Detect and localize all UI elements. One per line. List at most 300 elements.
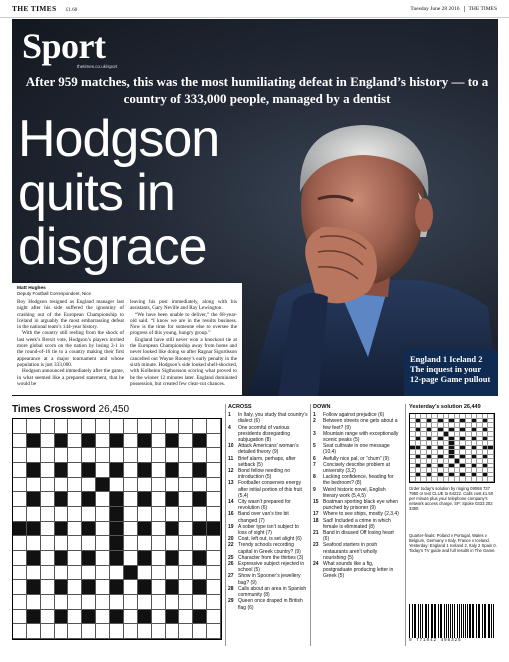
grid-cell[interactable] — [124, 610, 138, 625]
grid-cell[interactable] — [68, 419, 82, 434]
barcode-bar — [446, 604, 447, 638]
clue-number: 1 — [313, 412, 316, 419]
grid-cell[interactable] — [110, 624, 124, 639]
clue-text: Calls about an area in Spanish community (8) — [238, 585, 307, 599]
grid-cell[interactable] — [207, 419, 221, 434]
byline: Matt Hughes — [17, 286, 46, 291]
grid-cell[interactable] — [179, 551, 193, 566]
clue-number: 26 — [228, 561, 234, 568]
clue-text: Sad! Included a crime in which female is eliminated (8) — [323, 517, 391, 530]
grid-cell[interactable] — [179, 463, 193, 478]
grid-cell[interactable] — [166, 478, 180, 493]
grid-cell[interactable] — [179, 434, 193, 449]
clue — [228, 480, 308, 499]
grid-cell[interactable] — [193, 419, 207, 434]
grid-cell[interactable] — [110, 566, 124, 581]
grid-cell[interactable] — [207, 448, 221, 463]
clue-number: 29 — [228, 598, 234, 605]
grid-block — [55, 580, 69, 595]
grid-cell[interactable] — [82, 536, 96, 551]
grid-block — [124, 566, 138, 581]
clue — [228, 456, 308, 468]
grid-block — [193, 463, 207, 478]
grid-cell[interactable] — [41, 580, 55, 595]
clue — [228, 598, 308, 610]
grid-cell[interactable] — [166, 507, 180, 522]
grid-cell[interactable] — [110, 478, 124, 493]
grid-cell[interactable] — [41, 536, 55, 551]
grid-cell[interactable] — [96, 492, 110, 507]
masthead-left — [12, 4, 77, 13]
grid-cell[interactable] — [152, 507, 166, 522]
grid-cell[interactable] — [166, 536, 180, 551]
grid-cell[interactable] — [55, 448, 69, 463]
grid-cell[interactable] — [207, 624, 221, 639]
grid-block — [110, 434, 124, 449]
grid-cell[interactable] — [152, 419, 166, 434]
grid-block — [193, 492, 207, 507]
grid-cell[interactable] — [13, 536, 27, 551]
grid-cell[interactable] — [179, 419, 193, 434]
grid-block — [110, 492, 124, 507]
grid-block — [82, 434, 96, 449]
crossword-title: Times Crossword — [12, 404, 96, 415]
barcode-bar — [428, 604, 429, 638]
grid-cell[interactable] — [207, 463, 221, 478]
grid-block — [27, 580, 41, 595]
grid-cell[interactable] — [152, 595, 166, 610]
clue — [228, 425, 308, 444]
grid-cell[interactable] — [82, 624, 96, 639]
barcode-bar — [434, 604, 436, 638]
grid-cell[interactable] — [27, 595, 41, 610]
clue-text: Trendy schools recording capital in Greek country? (9) — [238, 542, 301, 555]
grid-cell[interactable] — [138, 419, 152, 434]
grid-cell[interactable] — [68, 507, 82, 522]
grid-cell[interactable] — [41, 463, 55, 478]
grid-cell[interactable] — [207, 566, 221, 581]
barcode-bar — [409, 604, 410, 638]
grid-cell[interactable] — [13, 551, 27, 566]
grid-cell[interactable] — [152, 463, 166, 478]
grid-cell[interactable] — [96, 610, 110, 625]
headline-line: quits in — [18, 164, 175, 222]
grid-cell[interactable] — [96, 507, 110, 522]
grid-cell[interactable] — [179, 507, 193, 522]
grid-cell[interactable] — [96, 551, 110, 566]
grid-cell[interactable] — [138, 624, 152, 639]
grid-block — [138, 434, 152, 449]
grid-cell[interactable] — [13, 478, 27, 493]
grid-block — [207, 522, 221, 537]
clue — [313, 487, 401, 499]
grid-block — [82, 580, 96, 595]
grid-cell[interactable] — [193, 624, 207, 639]
barcode-bar — [432, 604, 433, 638]
grid-cell[interactable] — [138, 507, 152, 522]
grid-block — [110, 463, 124, 478]
clue-text: Between streets one gets about a few feet? (9) — [323, 418, 398, 431]
clue-number: 21 — [313, 530, 319, 537]
clue-number: 6 — [313, 455, 316, 462]
grid-cell[interactable] — [193, 448, 207, 463]
grid-cell[interactable] — [152, 522, 166, 537]
grid-cell[interactable] — [41, 507, 55, 522]
grid-cell[interactable] — [68, 595, 82, 610]
grid-cell[interactable] — [110, 419, 124, 434]
grid-block — [82, 463, 96, 478]
clue-text: Attack Americans’ woman’s detailed theory (9) — [238, 443, 299, 456]
grid-block — [55, 610, 69, 625]
grid-cell[interactable] — [13, 448, 27, 463]
solution-title: Yesterday’s solution 26,449 — [409, 404, 481, 410]
grid-block — [110, 522, 124, 537]
grid-cell[interactable] — [27, 419, 41, 434]
grid-cell[interactable] — [152, 434, 166, 449]
grid-cell[interactable] — [68, 522, 82, 537]
grid-cell[interactable] — [13, 624, 27, 639]
clue-number: 18 — [313, 517, 319, 524]
grid-cell[interactable] — [124, 507, 138, 522]
clue-number: 16 — [228, 511, 234, 518]
grid-cell[interactable] — [166, 624, 180, 639]
grid-cell[interactable] — [68, 448, 82, 463]
barcode-bar — [472, 604, 473, 638]
grid-cell[interactable] — [138, 478, 152, 493]
grid-block — [27, 610, 41, 625]
grid-cell[interactable] — [138, 536, 152, 551]
grid-cell[interactable] — [193, 478, 207, 493]
crossword-header — [12, 404, 129, 415]
grid-cell[interactable] — [68, 580, 82, 595]
grid-cell[interactable] — [124, 434, 138, 449]
grid-cell[interactable] — [207, 580, 221, 595]
grid-cell[interactable] — [179, 492, 193, 507]
clue-text: Awfully nice pal, or “chum” (9) — [323, 455, 390, 462]
grid-cell[interactable] — [13, 566, 27, 581]
grid-cell[interactable] — [207, 595, 221, 610]
barcode-bar — [461, 604, 462, 638]
barcode-bar — [418, 604, 419, 638]
grid-cell[interactable] — [41, 595, 55, 610]
strapline: After 959 matches, this was the most humiliating defeat in England’s history — to a country of 333,000 people, managed by a dentist — [25, 74, 489, 106]
clue-number: 8 — [313, 474, 316, 481]
grid-cell[interactable] — [13, 419, 27, 434]
across-title: ACROSS — [228, 404, 252, 410]
down-title: DOWN — [313, 404, 331, 410]
grid-cell[interactable] — [27, 448, 41, 463]
grid-cell[interactable] — [27, 507, 41, 522]
clue-text: Coat, left out, is set alight (6) — [238, 536, 302, 543]
grid-cell[interactable] — [152, 448, 166, 463]
grid-cell[interactable] — [96, 566, 110, 581]
grid-cell[interactable] — [124, 536, 138, 551]
grid-cell[interactable] — [96, 624, 110, 639]
grid-block — [193, 522, 207, 537]
grid-cell[interactable] — [152, 610, 166, 625]
clue-text: Band over van’s tire bit changed (7) — [238, 511, 289, 524]
grid-cell[interactable] — [82, 566, 96, 581]
clue-number: 19 — [228, 523, 234, 530]
clue-text: Follow against prejudice (6) — [323, 412, 385, 419]
grid-cell[interactable] — [152, 536, 166, 551]
grid-cell[interactable] — [41, 610, 55, 625]
clue-text: Lacking confidence, heading for the bedroom? (8) — [323, 474, 394, 487]
grid-cell[interactable] — [152, 624, 166, 639]
barcode-bar — [420, 604, 422, 638]
grid-block — [27, 434, 41, 449]
clue-text: Seafood starters in posh restaurants aren’t wholly nourishing (5) — [323, 542, 378, 561]
grid-cell[interactable] — [13, 492, 27, 507]
clue-number: 17 — [313, 511, 319, 518]
grid-cell[interactable] — [179, 536, 193, 551]
game-pullout-promo[interactable] — [404, 350, 498, 396]
grid-cell[interactable] — [82, 595, 96, 610]
grid-cell[interactable] — [55, 478, 69, 493]
grid-cell[interactable] — [138, 566, 152, 581]
grid-cell[interactable] — [152, 478, 166, 493]
clue-text: Seat cultivate in one message (10,4) — [323, 443, 390, 456]
barcode-bar — [422, 604, 423, 638]
grid-block — [166, 580, 180, 595]
clue — [228, 443, 308, 455]
grid-cell[interactable] — [110, 448, 124, 463]
grid-block — [110, 580, 124, 595]
grid-cell[interactable] — [68, 566, 82, 581]
barcode — [409, 604, 495, 644]
grid-cell[interactable] — [179, 624, 193, 639]
column-rule — [225, 404, 226, 646]
grid-cell[interactable] — [96, 580, 110, 595]
grid-cell[interactable] — [55, 419, 69, 434]
barcode-bar — [440, 604, 441, 638]
grid-cell[interactable] — [55, 624, 69, 639]
grid-cell[interactable] — [152, 566, 166, 581]
grid-cell[interactable] — [193, 595, 207, 610]
grid-cell[interactable] — [207, 536, 221, 551]
clue — [313, 530, 401, 542]
article-columns — [17, 299, 237, 387]
grid-cell[interactable] — [41, 551, 55, 566]
column-rule — [405, 404, 406, 646]
section-url[interactable]: thetimes.co.uk/sport — [77, 64, 118, 69]
grid-block — [27, 463, 41, 478]
grid-cell[interactable] — [13, 595, 27, 610]
clue-text: City wasn’t prepared for revolution (6) — [238, 499, 291, 512]
grid-cell[interactable] — [41, 478, 55, 493]
grid-block — [27, 492, 41, 507]
grid-cell[interactable] — [13, 580, 27, 595]
article-body — [12, 283, 242, 395]
grid-cell[interactable] — [96, 419, 110, 434]
grid-cell[interactable] — [82, 478, 96, 493]
barcode-bar — [478, 604, 479, 638]
barcode-bar — [467, 604, 468, 638]
barcode-bar — [457, 604, 458, 638]
grid-block — [55, 463, 69, 478]
grid-block — [166, 522, 180, 537]
grid-cell[interactable] — [110, 595, 124, 610]
grid-cell[interactable] — [68, 478, 82, 493]
grid-cell[interactable] — [27, 624, 41, 639]
headline-line: disgrace — [18, 218, 207, 276]
grid-cell[interactable] — [55, 536, 69, 551]
clue-text: Where to see ships, mostly (2,3,4) — [323, 511, 399, 518]
grid-cell[interactable] — [41, 566, 55, 581]
grid-cell[interactable] — [55, 507, 69, 522]
grid-cell[interactable] — [68, 624, 82, 639]
clue-text: Expressive subject rejected in school (5) — [238, 561, 305, 574]
barcode-bar — [441, 604, 442, 638]
down-clues — [313, 404, 401, 580]
grid-cell[interactable] — [13, 434, 27, 449]
grid-cell[interactable] — [96, 595, 110, 610]
grid-block — [138, 492, 152, 507]
grid-cell[interactable] — [41, 522, 55, 537]
grid-block — [166, 434, 180, 449]
grid-cell[interactable] — [138, 448, 152, 463]
grid-cell[interactable] — [96, 448, 110, 463]
grid-cell[interactable] — [96, 434, 110, 449]
grid-cell[interactable] — [207, 610, 221, 625]
section-title: Sport — [22, 26, 106, 66]
grid-cell[interactable] — [207, 434, 221, 449]
clue — [228, 412, 308, 424]
grid-cell[interactable] — [207, 492, 221, 507]
grid-cell[interactable] — [166, 448, 180, 463]
grid-cell[interactable] — [27, 536, 41, 551]
clue — [313, 462, 401, 474]
grid-cell[interactable] — [193, 536, 207, 551]
grid-block — [166, 492, 180, 507]
grid-cell[interactable] — [124, 551, 138, 566]
masthead-right — [410, 6, 497, 12]
grid-cell[interactable] — [96, 536, 110, 551]
clue — [228, 524, 308, 536]
grid-cell[interactable] — [152, 580, 166, 595]
grid-cell[interactable] — [27, 478, 41, 493]
grid-cell[interactable] — [68, 536, 82, 551]
grid-cell[interactable] — [55, 595, 69, 610]
clue-number: 11 — [228, 455, 234, 462]
grid-cell[interactable] — [68, 463, 82, 478]
grid-cell[interactable] — [207, 478, 221, 493]
grid-cell[interactable] — [124, 492, 138, 507]
grid-cell[interactable] — [96, 522, 110, 537]
grid-cell[interactable] — [152, 551, 166, 566]
grid-cell[interactable] — [124, 448, 138, 463]
grid-cell[interactable] — [41, 448, 55, 463]
grid-cell[interactable] — [13, 507, 27, 522]
crossword-number: 26,450 — [98, 404, 130, 415]
grid-block — [193, 551, 207, 566]
article-column-1 — [17, 299, 124, 387]
grid-cell[interactable] — [96, 463, 110, 478]
clue-number: 20 — [228, 536, 234, 543]
grid-cell[interactable] — [68, 434, 82, 449]
grid-cell[interactable] — [179, 522, 193, 537]
grid-cell[interactable] — [68, 492, 82, 507]
grid-cell[interactable] — [41, 624, 55, 639]
grid-cell[interactable] — [124, 478, 138, 493]
grid-cell[interactable] — [82, 507, 96, 522]
grid-cell[interactable] — [124, 419, 138, 434]
barcode-bar — [454, 604, 455, 638]
grid-cell[interactable] — [207, 551, 221, 566]
grid-block — [110, 610, 124, 625]
article-column-2 — [130, 299, 237, 387]
clue — [313, 542, 401, 561]
grid-cell[interactable] — [193, 507, 207, 522]
grid-cell[interactable] — [68, 551, 82, 566]
solution-grid — [409, 413, 495, 483]
grid-cell[interactable] — [166, 566, 180, 581]
clue-text: Bond fellow needing no introduction (5) — [238, 468, 290, 481]
grid-cell[interactable] — [124, 522, 138, 537]
barcode-bar — [450, 604, 451, 638]
grid-block — [27, 551, 41, 566]
grid-cell[interactable] — [82, 448, 96, 463]
grid-cell[interactable] — [82, 419, 96, 434]
solution-cell — [488, 477, 494, 482]
grid-block — [82, 492, 96, 507]
grid-cell[interactable] — [207, 507, 221, 522]
grid-block — [55, 522, 69, 537]
grid-cell[interactable] — [41, 419, 55, 434]
barcode-bar — [485, 604, 486, 638]
clue-number: 24 — [313, 561, 319, 568]
grid-cell[interactable] — [179, 580, 193, 595]
grid-cell[interactable] — [193, 566, 207, 581]
grid-cell[interactable] — [124, 580, 138, 595]
grid-cell[interactable] — [55, 566, 69, 581]
clue — [313, 499, 401, 511]
clue-number: 3 — [313, 430, 316, 437]
grid-cell[interactable] — [152, 492, 166, 507]
grid-cell[interactable] — [166, 419, 180, 434]
grid-cell[interactable] — [166, 595, 180, 610]
clue-text: One scornful of various presidents disregarding subjugation (8) — [238, 424, 290, 444]
date-line: Tuesday June 28 2016 — [410, 5, 460, 12]
grid-cell[interactable] — [179, 566, 193, 581]
crossword-grid[interactable] — [12, 418, 222, 640]
barcode-bar — [412, 604, 413, 638]
grid-cell[interactable] — [68, 610, 82, 625]
grid-cell[interactable] — [138, 595, 152, 610]
grid-block — [82, 610, 96, 625]
grid-block — [166, 610, 180, 625]
grid-cell[interactable] — [124, 624, 138, 639]
grid-cell[interactable] — [124, 463, 138, 478]
paragraph: Hodgson announced immediately after the game, in what seemed like a prepared statement, that he would be — [17, 368, 124, 387]
barcode-bar — [473, 604, 474, 638]
clue-number: 22 — [228, 542, 234, 549]
grid-cell[interactable] — [41, 434, 55, 449]
grid-cell[interactable] — [179, 595, 193, 610]
paragraph: With the country still reeling from the shock of last week’s Brexit vote, Hodgson’s players invited more global scorn on the nation by losing 2-1 in the round-of-16 tie to a country making their first appearance at a major tournament and whose population is just 333,000. — [17, 330, 124, 368]
grid-cell[interactable] — [13, 610, 27, 625]
grid-cell[interactable] — [179, 610, 193, 625]
grid-cell[interactable] — [179, 448, 193, 463]
grid-block — [27, 522, 41, 537]
grid-cell[interactable] — [124, 595, 138, 610]
grid-cell[interactable] — [41, 492, 55, 507]
grid-cell[interactable] — [179, 478, 193, 493]
grid-cell[interactable] — [27, 566, 41, 581]
grid-cell[interactable] — [13, 463, 27, 478]
paragraph: Roy Hodgson resigned as England manager last night after his side suffered the ignominy of crashing out of the European Championship to Iceland in arguably the most embarrassing defeat in the national team’s 144-year history. — [17, 299, 124, 331]
barcode-bar — [426, 604, 427, 638]
